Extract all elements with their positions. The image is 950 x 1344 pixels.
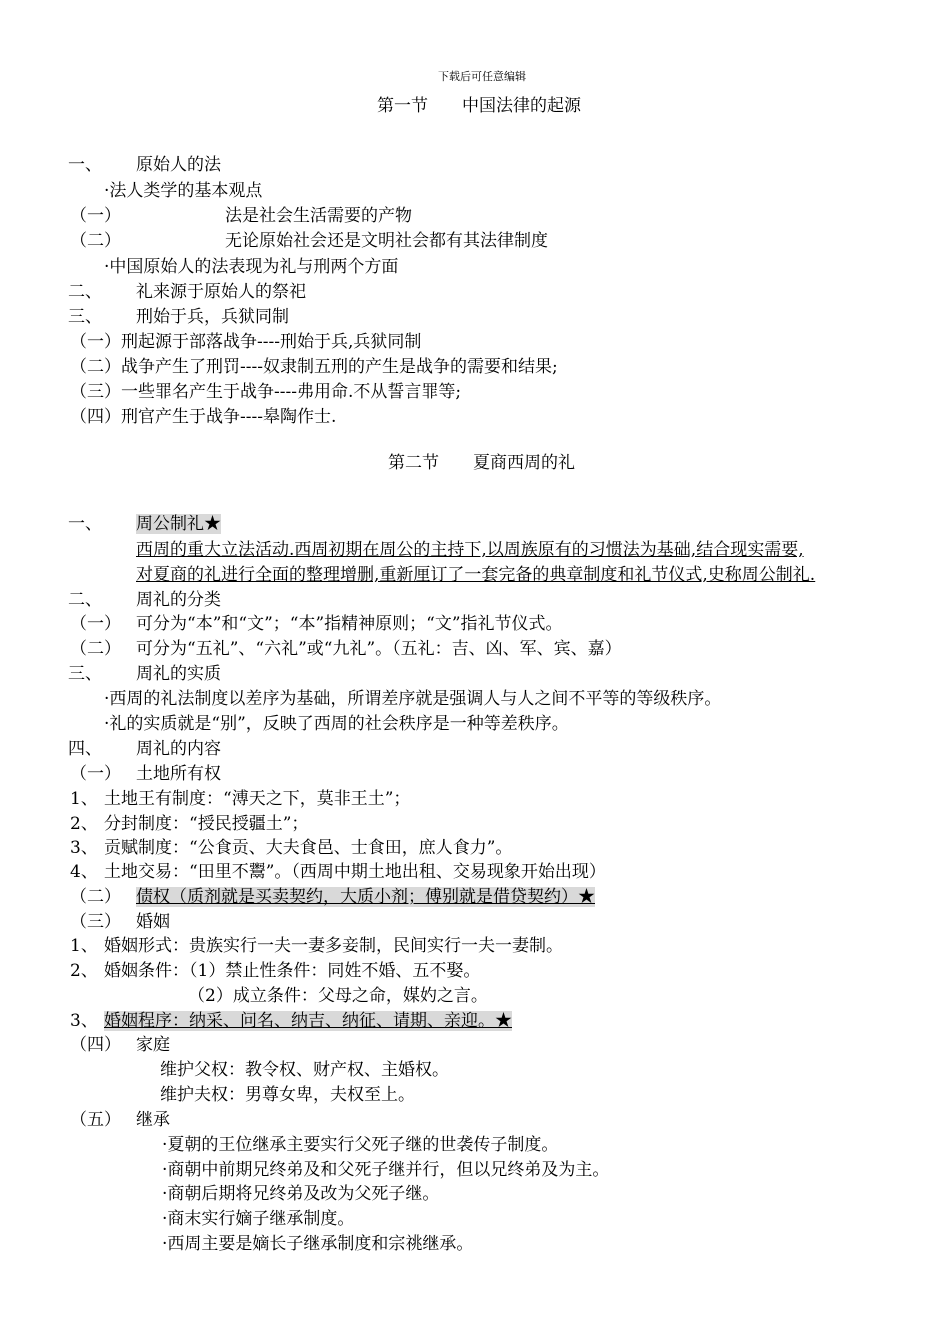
s2-item-10-marker: 四、 [68,739,102,759]
s2-item-21-marker: 3、 [70,1011,98,1031]
s2-item-16-text: 债权（质剂就是买卖契约，大质小剂；傅别就是借贷契约）★ [136,887,595,907]
s2-item-3-text: 对夏商的礼进行全面的整理增删,重新厘订了一套完备的典章制度和礼节仪式,史称周公制礼. [136,565,816,585]
s2-item-22-text: 家庭 [136,1035,170,1055]
s2-item-25-marker: （五） [70,1110,121,1130]
s2-item-27-text: ·商朝中前期兄终弟及和父死子继并行，但以兄终弟及为主。 [162,1160,610,1180]
s2-item-1-marker: 一、 [68,514,102,534]
s2-item-16-marker: （二） [70,887,121,907]
s1-item-2-text: ·法人类学的基本观点 [104,181,263,201]
s2-item-17-text: 婚姻 [136,912,170,932]
s1-item-7-text: 刑始于兵，兵狱同制 [136,307,289,327]
s2-item-15-marker: 4、 [70,862,98,882]
s2-item-28-text: ·商朝后期将兄终弟及改为父死子继。 [162,1184,440,1204]
s2-item-26-text: ·夏朝的王位继承主要实行父死子继的世袭传子制度。 [162,1135,559,1155]
s2-item-1-text: 周公制礼★ [136,514,221,534]
s2-item-8-text: ·西周的礼法制度以差序为基础，所谓差序就是强调人与人之间不平等的等级秩序。 [104,689,722,709]
s1-item-4-marker: （二） [70,231,121,251]
s1-item-8-text: （一）刑起源于部落战争----刑始于兵,兵狱同制 [70,332,422,352]
s2-item-4-marker: 二、 [68,590,102,610]
s2-item-9-text: ·礼的实质就是“别”，反映了西周的社会秩序是一种等差秩序。 [104,714,569,734]
s2-item-30-text: ·西周主要是嫡长子继承制度和宗祧继承。 [162,1234,474,1254]
s2-item-10-text: 周礼的内容 [136,739,221,759]
s1-item-7-marker: 三、 [68,307,102,327]
s1-item-5-text: ·中国原始人的法表现为礼与刑两个方面 [104,257,399,277]
s2-item-20-text: （2）成立条件：父母之命，媒妁之言。 [188,986,488,1006]
s2-item-7-text: 周礼的实质 [136,664,221,684]
s2-item-22-marker: （四） [70,1035,121,1055]
header-note: 下载后可任意编辑 [438,70,526,83]
s2-item-25-text: 继承 [136,1110,170,1130]
s1-item-9-text: （二）战争产生了刑罚----奴隶制五刑的产生是战争的需要和结果; [70,357,558,377]
s1-item-11-text: （四）刑官产生于战争----皋陶作士. [70,407,337,427]
s2-item-6-marker: （二） [70,639,121,659]
s1-item-3-text: 法是社会生活需要的产物 [225,206,412,226]
s2-item-21-text: 婚姻程序：纳采、问名、纳吉、纳征、请期、亲迎。★ [104,1011,512,1031]
s2-item-24-text: 维护夫权：男尊女卑，夫权至上。 [160,1085,415,1105]
s2-item-18-marker: 1、 [70,936,98,956]
s1-item-1-marker: 一、 [68,155,102,175]
s2-item-23-text: 维护父权：教令权、财产权、主婚权。 [160,1060,449,1080]
s2-item-12-marker: 1、 [70,789,98,809]
s1-item-3-marker: （一） [70,206,121,226]
s2-item-12-text: 土地王有制度：“溥天之下，莫非王土”； [104,789,411,809]
s2-item-14-text: 贡赋制度：“公食贡、大夫食邑、士食田，庶人食力”。 [104,838,513,858]
s2-item-13-text: 分封制度：“授民授疆土”； [104,814,309,834]
s2-item-19-text: 婚姻条件：（1）禁止性条件：同姓不婚、五不娶。 [104,961,481,981]
s2-item-5-marker: （一） [70,614,121,634]
s2-item-6-text: 可分为“五礼”、“六礼”或“九礼”。（五礼：吉、凶、军、宾、嘉） [136,639,622,659]
s2-item-18-text: 婚姻形式：贵族实行一夫一妻多妾制，民间实行一夫一妻制。 [104,936,563,956]
s1-item-10-text: （三）一些罪名产生于战争----弗用命.不从誓言罪等; [70,382,462,402]
s2-item-4-text: 周礼的分类 [136,590,221,610]
s2-item-17-marker: （三） [70,912,121,932]
s1-item-6-text: 礼来源于原始人的祭祀 [136,282,306,302]
s2-item-5-text: 可分为“本”和“文”；“本”指精神原则；“文”指礼节仪式。 [136,614,563,634]
s2-item-11-text: 土地所有权 [136,764,221,784]
s1-item-4-text: 无论原始社会还是文明社会都有其法律制度 [225,231,548,251]
s2-item-15-text: 土地交易：“田里不鬻”。（西周中期土地出租、交易现象开始出现） [104,862,606,882]
s2-item-2-text: 西周的重大立法活动.西周初期在周公的主持下,以周族原有的习惯法为基础,结合现实需要, [136,540,804,560]
s2-item-7-marker: 三、 [68,664,102,684]
s2-item-14-marker: 3、 [70,838,98,858]
s1-item-6-marker: 二、 [68,282,102,302]
s2-item-19-marker: 2、 [70,961,98,981]
section-1-title: 第一节 中国法律的起源 [377,96,581,116]
s2-item-13-marker: 2、 [70,814,98,834]
section-2-title: 第二节 夏商西周的礼 [388,453,575,473]
s2-item-29-text: ·商末实行嫡子继承制度。 [162,1209,355,1229]
s2-item-11-marker: （一） [70,764,121,784]
s1-item-1-text: 原始人的法 [136,155,221,175]
